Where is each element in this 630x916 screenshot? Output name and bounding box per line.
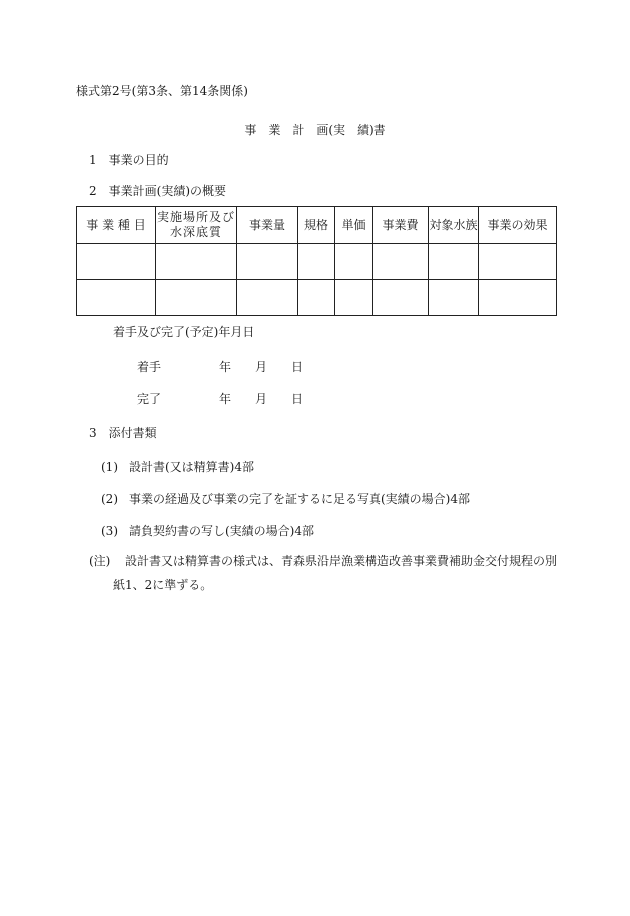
attachment-number: (3)	[101, 524, 118, 538]
start-label: 着手	[137, 360, 162, 374]
form-number: 様式第2号(第3条、第14条関係)	[76, 84, 248, 98]
table-cell	[237, 244, 298, 280]
start-day: 日	[291, 360, 304, 374]
table-cell	[77, 280, 156, 316]
table-cell	[373, 280, 429, 316]
header-cell: 単価	[335, 207, 373, 244]
table-cell	[429, 244, 479, 280]
header-cell: 実施場所及び水深底質	[156, 207, 237, 244]
table-cell	[429, 280, 479, 316]
end-day: 日	[291, 392, 304, 406]
table-cell	[237, 280, 298, 316]
header-cell: 事業費	[373, 207, 429, 244]
section-1-heading: 1 事業の目的	[89, 153, 169, 167]
attachment-text: 設計書(又は精算書)4部	[129, 460, 254, 474]
table-cell	[298, 280, 335, 316]
table-cell	[77, 244, 156, 280]
table-header-row	[77, 207, 557, 244]
schedule-label: 着手及び完了(予定)年月日	[113, 325, 255, 339]
end-label: 完了	[137, 392, 162, 406]
table-cell	[298, 244, 335, 280]
table-cell	[479, 244, 557, 280]
header-cell: 規格	[298, 207, 335, 244]
start-month: 月	[255, 360, 268, 374]
start-year: 年	[219, 360, 232, 374]
header-cell: 事業量	[237, 207, 298, 244]
section-3-heading: 3 添付書類	[89, 426, 157, 440]
table-cell	[335, 244, 373, 280]
attachment-number: (1)	[101, 460, 118, 474]
header-cell: 事業の効果	[479, 207, 557, 244]
end-month: 月	[255, 392, 268, 406]
note-line-1: 設計書又は精算書の様式は、青森県沿岸漁業構造改善事業費補助金交付規程の別	[125, 554, 558, 568]
plan-table	[76, 206, 557, 316]
table-cell	[156, 244, 237, 280]
table-cell	[373, 244, 429, 280]
header-cell: 事 業 種 目	[77, 207, 156, 244]
attachment-text: 請負契約書の写し(実績の場合)4部	[129, 524, 314, 538]
note-label: (注)	[89, 554, 111, 568]
table-cell	[479, 280, 557, 316]
table-row	[77, 280, 557, 316]
section-2-heading: 2 事業計画(実績)の概要	[89, 184, 226, 198]
note-line-2: 紙1、2に準ずる。	[113, 578, 213, 592]
table-row	[77, 244, 557, 280]
page-title: 事 業 計 画(実 績)書	[244, 123, 386, 137]
end-year: 年	[219, 392, 232, 406]
table-cell	[156, 280, 237, 316]
attachment-text: 事業の経過及び事業の完了を証するに足る写真(実績の場合)4部	[129, 492, 471, 506]
table-cell	[335, 280, 373, 316]
attachment-number: (2)	[101, 492, 118, 506]
header-cell: 対象水族	[429, 207, 479, 244]
